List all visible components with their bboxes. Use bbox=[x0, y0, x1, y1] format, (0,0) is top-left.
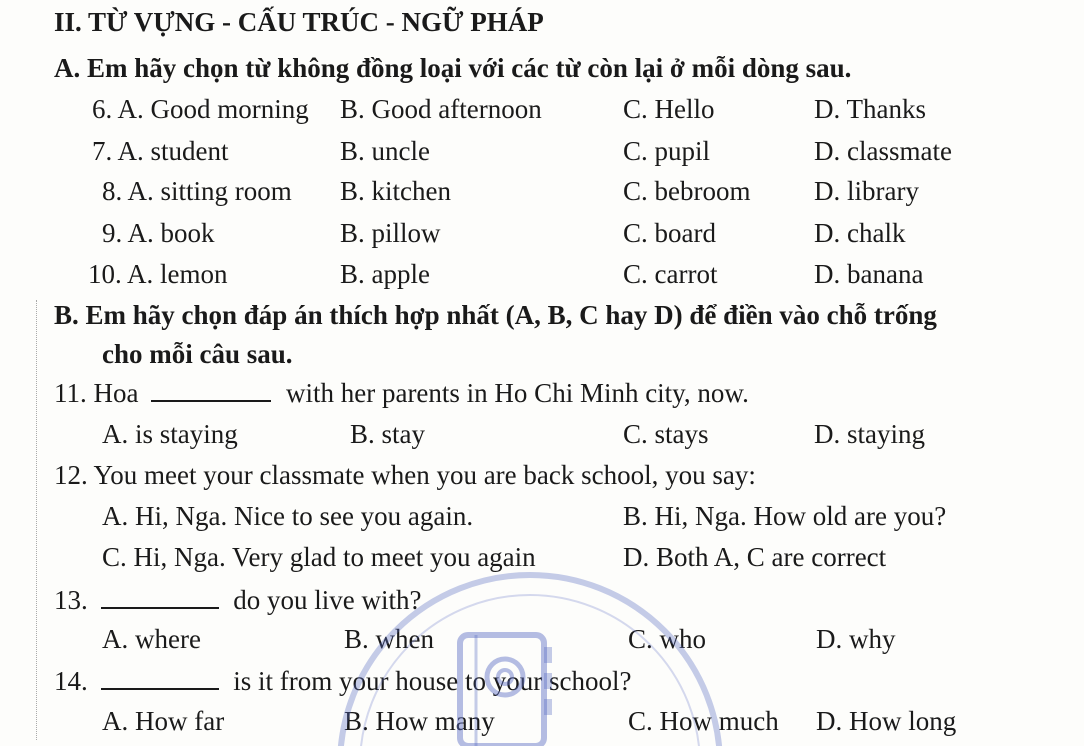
q11-option-d: D. staying bbox=[814, 419, 925, 449]
q11-option-b: B. stay bbox=[350, 419, 426, 449]
q6-option-a: 6. A. Good morning bbox=[92, 94, 309, 124]
q6-option-b: B. Good afternoon bbox=[340, 94, 542, 124]
q13-option-a: A. where bbox=[102, 624, 201, 654]
q12-option-b: B. Hi, Nga. How old are you? bbox=[623, 501, 947, 531]
q9-option-a: 9. A. book bbox=[102, 218, 215, 248]
q12-option-a: A. Hi, Nga. Nice to see you again. bbox=[102, 501, 474, 531]
q6-option-c: C. Hello bbox=[623, 94, 715, 124]
q14-option-c: C. How much bbox=[628, 706, 779, 736]
q13-option-b: B. when bbox=[344, 624, 434, 654]
q9-option-d: D. chalk bbox=[814, 218, 906, 248]
q7-option-d: D. classmate bbox=[814, 136, 952, 166]
q11-number-text: 11. Hoa bbox=[54, 378, 139, 408]
q12-option-d: D. Both A, C are correct bbox=[623, 542, 887, 572]
q14-number-text: 14. bbox=[54, 666, 88, 696]
q14-stem bbox=[54, 665, 631, 697]
margin-rule bbox=[36, 300, 37, 740]
q12-option-c: C. Hi, Nga. Very glad to meet you again bbox=[102, 542, 536, 572]
q14-text-after: is it from your house to your school? bbox=[233, 666, 632, 696]
q14-answer-blank[interactable] bbox=[101, 666, 219, 690]
q11-option-c: C. stays bbox=[623, 419, 709, 449]
q13-option-d: D. why bbox=[816, 624, 896, 654]
q7-option-b: B. uncle bbox=[340, 136, 430, 166]
q7-option-a: 7. A. student bbox=[92, 136, 229, 166]
q13-answer-blank[interactable] bbox=[101, 585, 219, 609]
q11-stem bbox=[54, 377, 749, 409]
q10-option-c: C. carrot bbox=[623, 259, 718, 289]
q8-option-b: B. kitchen bbox=[340, 176, 451, 206]
q7-option-c: C. pupil bbox=[623, 136, 711, 166]
q11-answer-blank[interactable] bbox=[151, 378, 271, 402]
q10-option-d: D. banana bbox=[814, 259, 924, 289]
q13-text-after: do you live with? bbox=[233, 585, 422, 615]
q6-option-d: D. Thanks bbox=[814, 94, 926, 124]
q8-option-a: 8. A. sitting room bbox=[102, 176, 292, 206]
q9-option-b: B. pillow bbox=[340, 218, 441, 248]
q8-option-c: C. bebroom bbox=[623, 176, 751, 206]
q12-stem: 12. You meet your classmate when you are back school, you say: bbox=[54, 460, 756, 490]
part-a-heading: A. Em hãy chọn từ không đồng loại với các từ còn lại ở mỗi dòng sau. bbox=[54, 53, 852, 83]
q10-option-b: B. apple bbox=[340, 259, 430, 289]
q13-stem bbox=[54, 584, 421, 616]
q14-option-a: A. How far bbox=[102, 706, 225, 736]
section-title: II. TỪ VỰNG - CẤU TRÚC - NGỮ PHÁP bbox=[54, 7, 544, 37]
q14-option-b: B. How many bbox=[344, 706, 495, 736]
q14-option-d: D. How long bbox=[816, 706, 957, 736]
q13-option-c: C. who bbox=[628, 624, 707, 654]
q10-option-a: 10. A. lemon bbox=[88, 259, 228, 289]
q11-text-after: with her parents in Ho Chi Minh city, now. bbox=[285, 378, 749, 408]
q8-option-d: D. library bbox=[814, 176, 919, 206]
part-b-heading-line1: B. Em hãy chọn đáp án thích hợp nhất (A, B, C hay D) để điền vào chỗ trống bbox=[54, 300, 937, 330]
part-b-heading-line2: cho mỗi câu sau. bbox=[102, 339, 293, 369]
q13-number-text: 13. bbox=[54, 585, 88, 615]
q11-option-a: A. is staying bbox=[102, 419, 238, 449]
q9-option-c: C. board bbox=[623, 218, 716, 248]
